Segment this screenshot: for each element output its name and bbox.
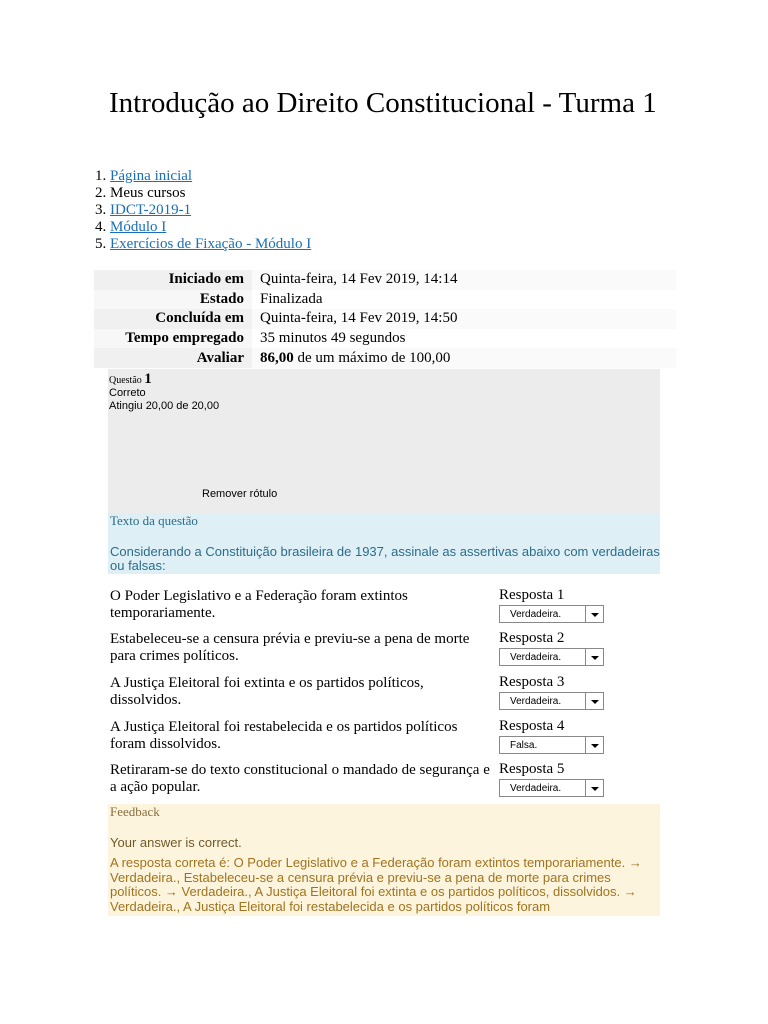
chevron-down-icon[interactable] bbox=[585, 649, 603, 665]
breadcrumb-link-quiz[interactable]: Exercícios de Fixação - Módulo I bbox=[110, 236, 312, 252]
answer-group bbox=[499, 718, 619, 751]
answer-selected-value: Verdadeira. bbox=[510, 652, 562, 663]
breadcrumb-item-course[interactable] bbox=[110, 202, 311, 219]
answer-selected-value: Falsa. bbox=[510, 740, 538, 751]
chevron-down-icon[interactable] bbox=[585, 737, 603, 753]
answer-selected-value: Verdadeira. bbox=[510, 783, 562, 794]
breadcrumb bbox=[82, 168, 311, 253]
question-text-panel bbox=[108, 513, 660, 574]
answer-label: Resposta 5 bbox=[499, 761, 565, 777]
remove-flag-link[interactable]: Remover rótulo bbox=[202, 488, 278, 500]
time-label: Tempo empregado bbox=[94, 329, 252, 349]
started-label: Iniciado em bbox=[94, 270, 252, 290]
answer-select[interactable] bbox=[499, 736, 604, 754]
feedback-panel bbox=[108, 804, 660, 916]
breadcrumb-text-my-courses: Meus cursos bbox=[110, 185, 186, 201]
answer-group bbox=[499, 630, 619, 663]
breadcrumb-link-course[interactable]: IDCT-2019-1 bbox=[110, 202, 192, 218]
chevron-down-icon[interactable] bbox=[585, 606, 603, 622]
grade-label: Avaliar bbox=[94, 348, 252, 368]
question-text: Considerando a Constituição brasileira de 1937, assinale as assertivas abaixo com verdadeiras ou falsas: bbox=[110, 544, 660, 573]
answer-label: Resposta 2 bbox=[499, 630, 565, 646]
answer-select[interactable] bbox=[499, 648, 604, 666]
chevron-down-icon[interactable] bbox=[585, 780, 603, 796]
question-mark: Atingiu 20,00 de 20,00 bbox=[109, 400, 220, 412]
answer-group bbox=[499, 761, 619, 794]
answer-group bbox=[499, 674, 619, 707]
question-prefix: Questão bbox=[109, 375, 142, 386]
started-value: Quinta-feira, 14 Fev 2019, 14:14 bbox=[252, 270, 676, 290]
summary-row-completed bbox=[94, 309, 676, 329]
statement-text: A Justiça Eleitoral foi restabelecida e os partidos políticos foram dissolvidos. bbox=[110, 719, 458, 752]
answer-select[interactable] bbox=[499, 605, 604, 623]
answer-label: Resposta 3 bbox=[499, 674, 565, 690]
completed-label: Concluída em bbox=[94, 309, 252, 329]
statement-text: Retiraram-se do texto constitucional o mandado de segurança e a ação popular. bbox=[110, 762, 490, 795]
breadcrumb-item-home[interactable] bbox=[110, 168, 311, 185]
question-status: Correto bbox=[109, 387, 146, 399]
answer-selected-value: Verdadeira. bbox=[510, 609, 562, 620]
completed-value: Quinta-feira, 14 Fev 2019, 14:50 bbox=[252, 309, 676, 329]
summary-row-started bbox=[94, 270, 676, 290]
feedback-correct-message: Your answer is correct. bbox=[110, 835, 242, 850]
question-info-panel bbox=[108, 369, 660, 513]
summary-row-state bbox=[94, 290, 676, 310]
question-number-value: 1 bbox=[144, 371, 152, 387]
answer-group bbox=[499, 587, 619, 620]
statement-text: Estabeleceu-se a censura prévia e previu-se a pena de morte para crimes políticos. bbox=[110, 631, 470, 664]
chevron-down-icon[interactable] bbox=[585, 693, 603, 709]
answer-select[interactable] bbox=[499, 692, 604, 710]
answer-selected-value: Verdadeira. bbox=[510, 696, 562, 707]
answer-label: Resposta 4 bbox=[499, 718, 565, 734]
time-value: 35 minutos 49 segundos bbox=[252, 329, 676, 349]
question-number bbox=[108, 369, 660, 387]
answer-select[interactable] bbox=[499, 779, 604, 797]
summary-row-time bbox=[94, 329, 676, 349]
summary-row-grade bbox=[94, 348, 676, 368]
grade-value bbox=[252, 348, 676, 368]
answer-label: Resposta 1 bbox=[499, 587, 565, 603]
statement-text: A Justiça Eleitoral foi extinta e os partidos políticos, dissolvidos. bbox=[110, 675, 424, 708]
feedback-correct-answer: A resposta correta é: O Poder Legislativo e a Federação foram extintos temporariamente. → Verdadeira., Estabeleceu-se a censura prévia e previu-se a pena de morte para crimes políticos. → Verdadeira., A Justiça Eleitoral foi extinta e os partidos políticos, dissolvidos. → Verdadeira., A Justiça Eleitoral foi restabelecida e os partidos políticos foram bbox=[110, 855, 642, 914]
feedback-label: Feedback bbox=[110, 804, 160, 819]
breadcrumb-item-module[interactable] bbox=[110, 219, 311, 236]
grade-score: 86,00 bbox=[260, 349, 294, 366]
grade-suffix: de um máximo de 100,00 bbox=[293, 349, 451, 366]
state-value: Finalizada bbox=[252, 290, 676, 310]
question-text-label: Texto da questão bbox=[110, 513, 198, 528]
statement-text: O Poder Legislativo e a Federação foram extintos temporariamente. bbox=[110, 588, 408, 621]
attempt-summary-table bbox=[94, 270, 676, 368]
breadcrumb-link-home[interactable]: Página inicial bbox=[110, 168, 193, 184]
state-label: Estado bbox=[94, 290, 252, 310]
breadcrumb-item-quiz[interactable] bbox=[110, 236, 311, 253]
breadcrumb-item-my-courses bbox=[110, 185, 311, 202]
page-title: Introdução ao Direito Constitucional - Turma 1 bbox=[109, 87, 657, 119]
breadcrumb-link-module[interactable]: Módulo I bbox=[110, 219, 167, 235]
